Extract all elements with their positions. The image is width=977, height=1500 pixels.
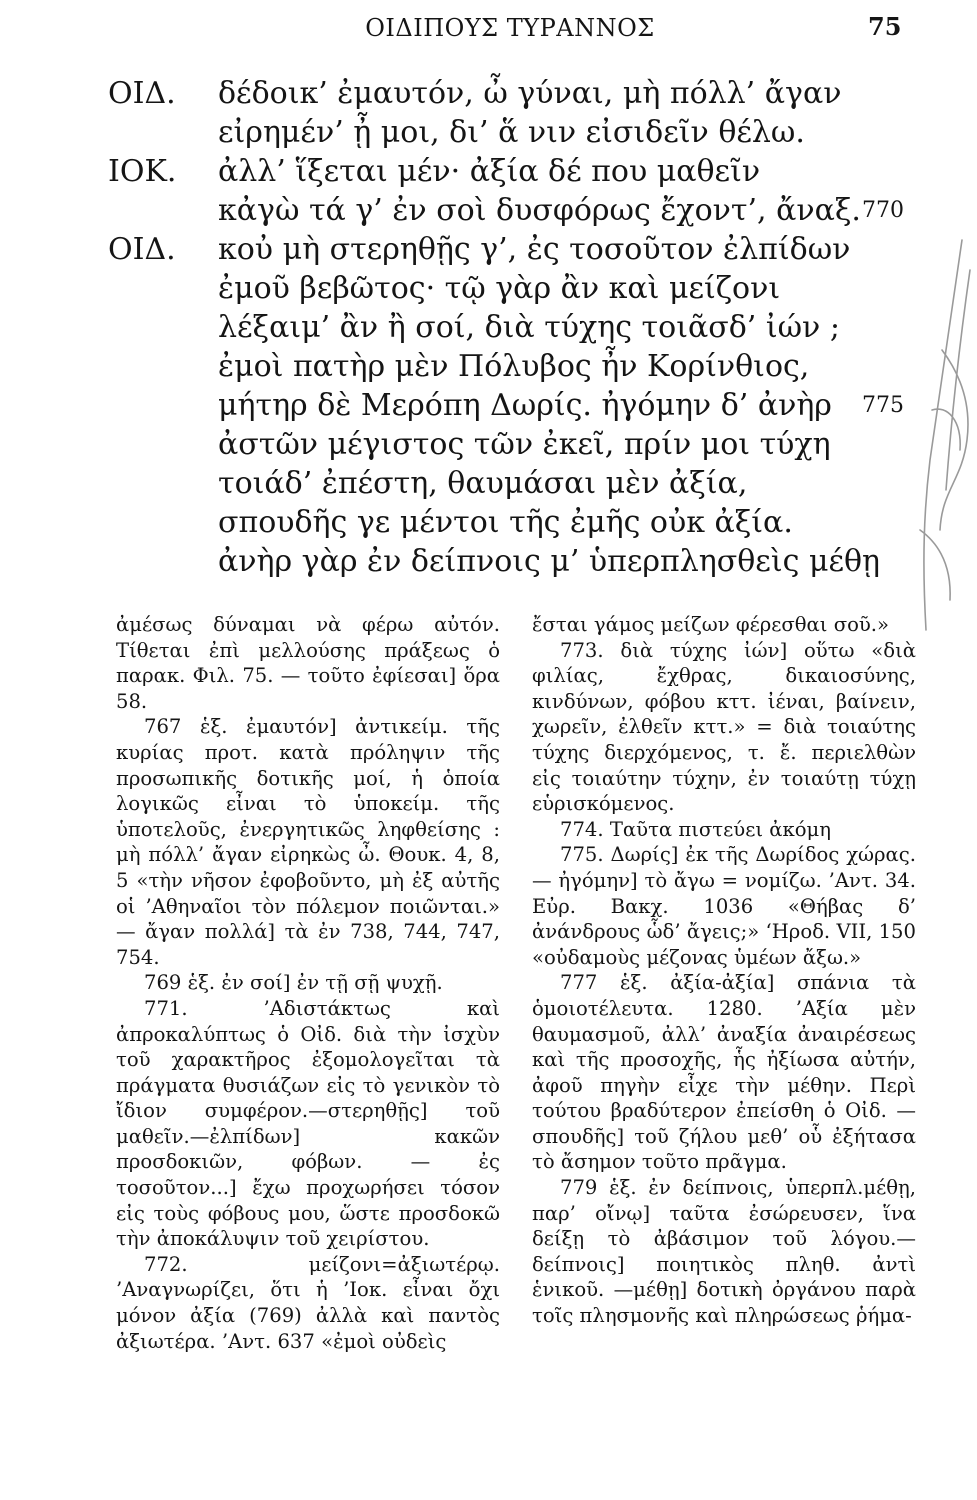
verse-text: εἰρημέν’ ᾖ μοι, δι’ ἅ νιν εἰσιδεῖν θέλω. <box>218 115 805 150</box>
commentary-note: 769 ἑξ. ἐν σοί] ἐν τῇ σῇ ψυχῇ. <box>144 971 443 995</box>
commentary-note: 774. Ταῦτα πιστεύει ἀκόμη <box>560 817 832 841</box>
line-number: 775 <box>862 393 904 418</box>
verse-line <box>0 113 977 153</box>
speaker-label: ΙΟΚ. <box>108 154 177 189</box>
verse-line <box>0 191 977 231</box>
commentary-note: 767 ἑξ. ἐμαυτόν] ἀντικείμ. τῆς κυρίας προτ. κατὰ πρόληψιν τῆς προσωπικῆς δοτικῆς μοί, ἡ ὁποία λογικῶς εἶναι τὸ ὑποκείμ. τῆς ὑποτελοῦς, ἐνεργητικῶς ληφθείσης : μὴ πόλλ’ ἄγαν εἰρηκὼς ὦ. Θουκ. 4, 8, 5 «τὴν νῆσον ἐφοβοῦντο, μὴ ἐξ αὐτῆς οἱ ’Αθηναῖοι τὸν πόλεμον ποιῶνται.» — ἄγαν πολλά] τὰ ἐν 738, 744, 747, 754. <box>116 715 500 969</box>
verse-line <box>0 464 977 504</box>
verse-line <box>0 386 977 426</box>
speaker-label: ΟΙΔ. <box>108 76 176 111</box>
verse-text: δέδοικ’ ἐμαυτόν, ὦ γύναι, μὴ πόλλ’ ἄγαν <box>218 76 842 111</box>
commentary-note: 775. Δωρίς] ἐκ τῆς Δωρίδος χώρας. — ἠγόμην] τὸ ἄγω = νομίζω. ’Αντ. 34. Εὐρ. Βακχ. 1036 «Θήβας δ’ ἀνάνδρους ὧδ’ ἄγεις;» ‘Ηροδ. VII, 150 «οὐδαμοὺς μέζονας ὑμέων ἄξω.» <box>532 843 916 969</box>
speaker-label: ΟΙΔ. <box>108 232 176 267</box>
verse-text: μήτηρ δὲ Μερόπη Δωρίς. ἠγόμην δ’ ἀνὴρ <box>218 388 832 423</box>
commentary-left-column <box>116 612 500 1354</box>
verse-line <box>0 74 977 114</box>
commentary-note: 779 ἑξ. ἐν δείπνοις, ὑπερπλ.μέθῃ, παρ’ οἴνῳ] ταῦτα ἐσώρευσεν, ἵνα δείξῃ τὸ ἀβάσιμον τοῦ λόγου.—δείπνοις] ποιητικὸς πληθ. ἀντὶ ἑνικοῦ. —μέθῃ] δοτικὴ ὀργάνου παρὰ τοῖς πλησμονῆς καὶ πληρώσεως ῥήμα- <box>532 1176 916 1328</box>
commentary-right-column <box>532 612 916 1329</box>
verse-text: κοὐ μὴ στερηθῇς γ’, ἐς τοσοῦτον ἐλπίδων <box>218 232 851 267</box>
verse-line <box>0 308 977 348</box>
running-title: ΟΙΔΙΠΟΥΣ ΤΥΡΑΝΝΟΣ <box>365 14 655 42</box>
verse-line <box>0 152 977 192</box>
pencil-scribble-mark <box>912 230 977 650</box>
verse-text: κἀγὼ τά γ’ ἐν σοὶ δυσφόρως ἔχοντ’, ἄναξ. <box>218 193 861 228</box>
page-number: 75 <box>868 12 902 41</box>
commentary-note: ἔσται γάμος μείζων φέρεσθαι σοῦ.» <box>532 613 890 636</box>
verse-text: λέξαιμ’ ἂν ἢ σοί, διὰ τύχης τοιᾶσδ’ ἰών ; <box>218 310 840 345</box>
verse-text: ἐμοῦ βεβῶτος· τῷ γὰρ ἂν καὶ μείζονι <box>218 271 781 306</box>
verse-line <box>0 542 977 582</box>
verse-text: τοιάδ’ ἐπέστη, θαυμάσαι μὲν ἀξία, <box>218 466 748 501</box>
verse-text: ἐμοὶ πατὴρ μὲν Πόλυβος ἦν Κορίνθιος, <box>218 349 810 384</box>
verse-text: σπουδῆς γε μέντοι τῆς ἐμῆς οὐκ ἀξία. <box>218 505 793 540</box>
verse-text: ἀλλ’ ἵξεται μέν· ἀξία δέ που μαθεῖν <box>218 154 761 189</box>
commentary-note: 773. διὰ τύχης ἰών] οὕτω «διὰ φιλίας, ἔχθρας, δικαιοσύνης, κινδύνων, φόβου κττ. ἰέναι, βαίνειν, χωρεῖν, ἐλθεῖν κττ.» = διὰ τοιαύτης τύχης διερχόμενος, τ. ἔ. περιελθὼν εἰς τοιαύτην τύχην, ἐν τοιαύτῃ τύχῃ εὑρισκόμενος. <box>532 638 916 816</box>
commentary-note: 772. μείζονι=ἀξιωτέρῳ. ’Αναγνωρίζει, ὅτι ἡ ’Ιοκ. εἶναι ὄχι μόνον ἀξία (769) ἀλλὰ καὶ παντὸς ἀξιωτέρα. ’Αντ. 637 «ἐμοὶ οὐδεὶς <box>116 1252 500 1353</box>
verse-line <box>0 230 977 270</box>
commentary-note: 771. ’Αδιστάκτως καὶ ἀπροκαλύπτως ὁ Οἰδ. διὰ τὴν ἰσχὺν τοῦ χαρακτῆρος ἐξομολογεῖται τὰ πράγματα θυσιάζων εἰς τὸ γενικὸν τὸ ἴδιον συμφέρον.—στερηθῇς] τοῦ μαθεῖν.—ἐλπίδων] κακῶν προσδοκιῶν, φόβων. — ἐς τοσοῦτον...] ἔχω προχωρήσει τόσον εἰς τοὺς φόβους μου, ὥστε προσδοκῶ τὴν ἀποκάλυψιν τοῦ χειρίστου. <box>116 996 500 1251</box>
verse-line <box>0 503 977 543</box>
line-number: 770 <box>862 198 904 223</box>
verse-line <box>0 269 977 309</box>
verse-text: ἀνὴρ γὰρ ἐν δείπνοις μ’ ὑπερπλησθεὶς μέθῃ <box>218 544 881 579</box>
verse-text: ἀστῶν μέγιστος τῶν ἐκεῖ, πρίν μοι τύχη <box>218 427 831 462</box>
verse-line <box>0 347 977 387</box>
verse-line <box>0 425 977 465</box>
commentary-note: 777 ἑξ. ἀξία-ἀξία] σπάνια τὰ ὁμοιοτέλευτα. 1280. ’Αξία μὲν θαυμασμοῦ, ἀλλ’ ἀναξία ἀναιρέσεως καὶ τῆς προσοχῆς, ἧς ἠξίωσα αὐτήν, ἀφοῦ πηγὴν εἶχε τὴν μέθην. Περὶ τούτου βραδύτερον ἐπείσθη ὁ Οἰδ. —σπουδῆς] τοῦ ζήλου μεθ’ οὗ ἐξήτασα τὸ ἄσημον τοῦτο πρᾶγμα. <box>532 971 916 1174</box>
commentary-note: ἀμέσως δύναμαι νὰ φέρω αὐτόν. Τίθεται ἐπὶ μελλούσης πράξεως ὁ παρακ. Φιλ. 75. — τοῦτο ἐφίεσαι] ὅρα 58. <box>116 613 500 713</box>
